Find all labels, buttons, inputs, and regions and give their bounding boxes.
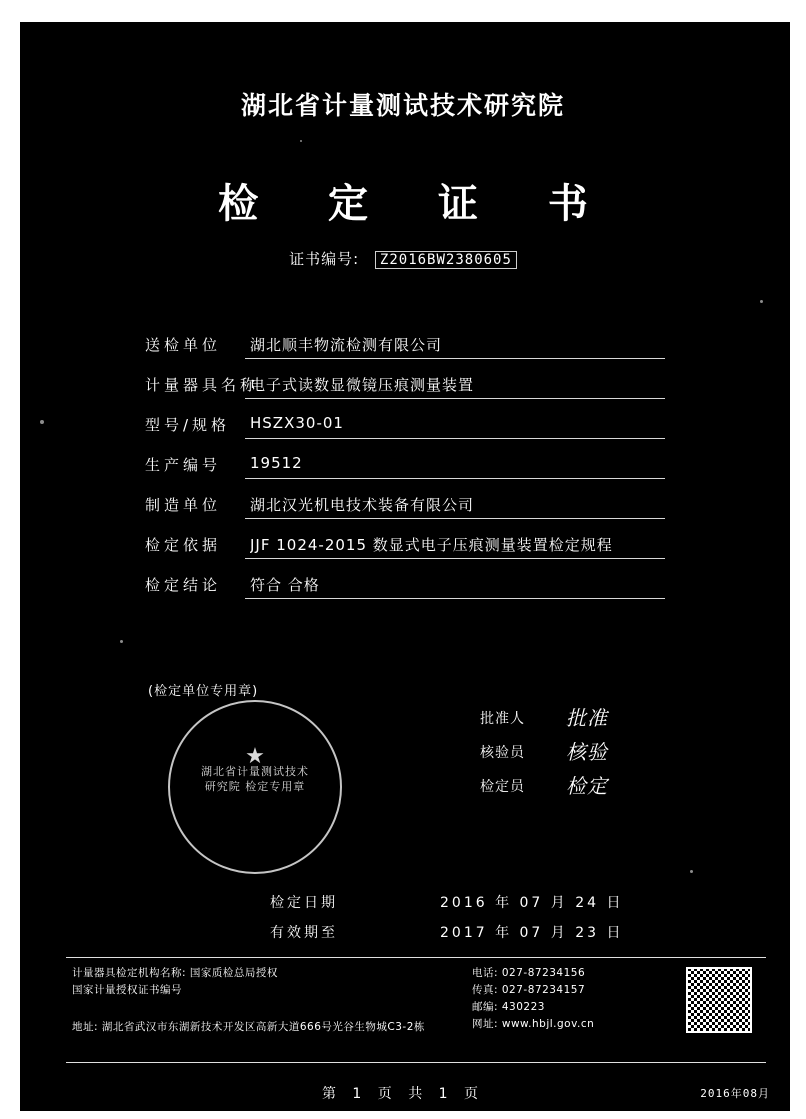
scan-speckle [690, 870, 693, 873]
official-seal-stamp [168, 700, 342, 874]
page-margin-top [0, 0, 806, 22]
field-label: 制造单位 [145, 496, 222, 514]
scan-speckle [120, 640, 123, 643]
date-row [270, 890, 670, 920]
field-label: 型号/规格 [145, 416, 231, 434]
page-margin-bottom [0, 1111, 806, 1119]
page-margin-right [790, 0, 806, 1119]
star-icon: ★ [245, 744, 265, 769]
field-value: 湖北顺丰物流检测有限公司 [250, 336, 443, 354]
document-heading: 检 定 证 书 [218, 181, 616, 227]
field-value: 符合 合格 [250, 576, 320, 594]
page-margin-left [0, 0, 20, 1119]
date-label: 有效期至 [270, 925, 338, 941]
footer-website[interactable]: 网址: www.hbjl.gov.cn [472, 1018, 595, 1030]
scan-speckle [300, 140, 302, 142]
certificate-number-value: Z2016BW2380605 [375, 251, 517, 269]
field-underline [245, 438, 665, 439]
field-value: HSZX30-01 [250, 414, 344, 432]
date-row [270, 920, 670, 950]
field-underline [245, 478, 665, 479]
signatory-row [480, 740, 710, 774]
field-underline [245, 598, 665, 599]
field-label: 送检单位 [145, 336, 222, 354]
seal-text: 湖北省计量测试技术研究院 检定专用章 [201, 765, 309, 793]
field-row [145, 490, 665, 530]
qr-code-icon[interactable] [686, 967, 752, 1033]
date-value: 2017 年 07 月 23 日 [440, 925, 624, 941]
signature-mark: 批准 [566, 706, 608, 730]
scan-speckle [760, 300, 763, 303]
field-value: JJF 1024-2015 数显式电子压痕测量装置检定规程 [250, 536, 613, 554]
footer-postcode: 邮编: 430223 [472, 1001, 545, 1013]
scan-speckle [40, 420, 44, 424]
signatory-label: 核验员 [480, 745, 525, 761]
institute-title: 湖北省计量测试技术研究院 [240, 91, 565, 120]
date-label: 检定日期 [270, 895, 338, 911]
field-row [145, 530, 665, 570]
bottom-code: 2016年08月 [700, 1087, 770, 1100]
signatory-list [480, 706, 710, 808]
footer-phone: 电话: 027-87234156 [472, 967, 586, 979]
field-row [145, 450, 665, 490]
field-row [145, 370, 665, 410]
seal-note: (检定单位专用章) [148, 684, 259, 699]
field-value: 电子式读数显微镜压痕测量装置 [250, 376, 475, 394]
footer-divider-bottom [66, 1062, 766, 1063]
field-underline [245, 558, 665, 559]
field-label: 计量器具名称 [145, 376, 260, 394]
certificate-number-row [0, 248, 806, 269]
page-number: 第 1 页 共 1 页 [321, 1086, 485, 1102]
date-value: 2016 年 07 月 24 日 [440, 895, 624, 911]
field-row [145, 410, 665, 450]
field-value: 湖北汉光机电技术装备有限公司 [250, 496, 475, 514]
field-row [145, 570, 665, 610]
field-underline [245, 518, 665, 519]
footer-fax: 传真: 027-87234157 [472, 984, 586, 996]
field-row [145, 330, 665, 370]
field-label: 生产编号 [145, 456, 222, 474]
footer-line: 国家计量授权证书编号 [72, 984, 182, 996]
footer-line: 计量器具检定机构名称: 国家质检总局授权 [72, 967, 278, 979]
field-list [145, 330, 665, 610]
signatory-label: 批准人 [480, 711, 525, 727]
signatory-row [480, 774, 710, 808]
footer-address: 地址: 湖北省武汉市东湖新技术开发区高新大道666号光谷生物城C3-2栋 [72, 1021, 425, 1033]
footer-left-column [72, 965, 462, 999]
signature-mark: 核验 [566, 740, 608, 764]
signatory-row [480, 706, 710, 740]
certificate-number-label: 证书编号: [289, 250, 360, 268]
field-underline [245, 398, 665, 399]
field-label: 检定依据 [145, 536, 222, 554]
field-value: 19512 [250, 454, 303, 472]
signatory-label: 检定员 [480, 779, 525, 795]
field-label: 检定结论 [145, 576, 222, 594]
signature-mark: 检定 [566, 774, 608, 798]
footer-divider-top [66, 957, 766, 958]
date-list [270, 890, 670, 950]
field-underline [245, 358, 665, 359]
